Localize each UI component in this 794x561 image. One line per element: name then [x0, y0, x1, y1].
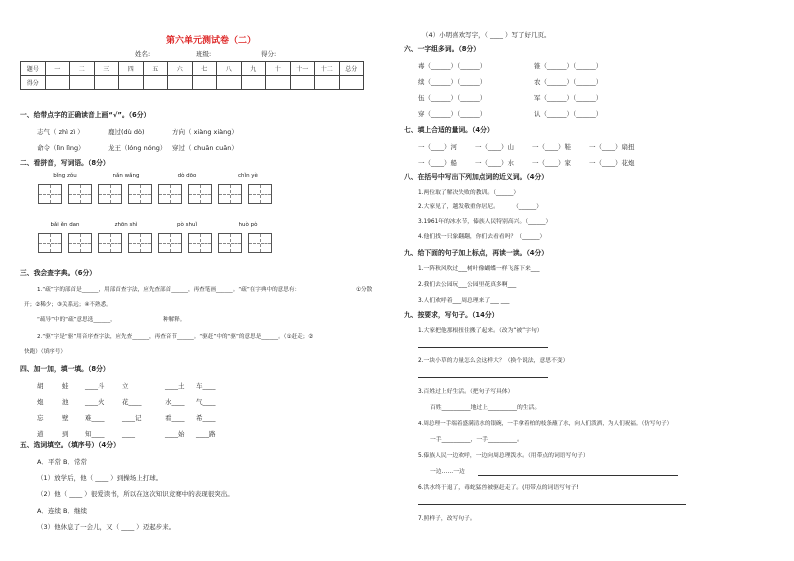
- s7-row1-3: 一（____）鞋: [532, 143, 571, 151]
- score-header-cell: 总分: [339, 62, 364, 76]
- s4-cell: 气____: [196, 398, 216, 406]
- s10-item-5-fill: 一边……一边: [430, 469, 465, 475]
- s2-pinyin-5: bǎi ěn dan: [50, 222, 80, 228]
- s7-row1-1: 一（____）河: [418, 143, 457, 151]
- s5-question-3: （3）他休息了一会儿，又（ ____ ）迈起步来。: [37, 523, 176, 531]
- s10-item-3: 3.百姓过上好生活。（把句子写具体）: [418, 389, 514, 395]
- score-cell[interactable]: [241, 76, 266, 90]
- s10-item-7: 7.照样子，改写句子。: [418, 516, 476, 522]
- s4-cell: 知____: [85, 430, 105, 438]
- s4-cell: 车____: [196, 382, 216, 390]
- answer-line[interactable]: [418, 504, 686, 505]
- s7-row1-4: 一（____）扇扭: [589, 143, 635, 151]
- score-cell[interactable]: [217, 76, 242, 90]
- s8-item-2: 2.大家见了，越发敬重你居尼。: [418, 204, 499, 210]
- s4-cell: 道: [37, 430, 44, 438]
- score-header-cell: 四: [119, 62, 144, 76]
- s6-heading: 六、一字组多词。（8分）: [404, 45, 481, 53]
- s4-cell: 忘: [37, 414, 44, 422]
- writing-box[interactable]: [248, 233, 272, 253]
- name-field-label: 姓名:: [135, 50, 151, 58]
- s4-cell: 到: [62, 430, 69, 438]
- score-row-label: 得分: [21, 76, 46, 90]
- s4-cell: 池: [62, 398, 69, 406]
- writing-box[interactable]: [128, 233, 152, 253]
- score-cell[interactable]: [315, 76, 340, 90]
- s6-left-2: 续（______）（______）: [418, 78, 487, 86]
- s10-item-1: 1.大家把他那根扭住搬了起来。（改为“被”字句）: [418, 328, 543, 334]
- score-header-cell: 五: [143, 62, 168, 76]
- s2-pinyin-4: chǐn yè: [238, 173, 258, 179]
- s6-left-3: 伍（______）（______）: [418, 94, 487, 102]
- s4-cell: 壁: [62, 414, 69, 422]
- s10-item-2: 2.一块小草的力量怎么会这样大？（换个说法，意思不变）: [418, 358, 569, 364]
- s2-pinyin-1: bǐng zǒu: [53, 173, 77, 179]
- writing-box[interactable]: [38, 184, 62, 204]
- writing-box[interactable]: [68, 184, 92, 204]
- s6-left-4: 穿（______）（______）: [418, 110, 487, 118]
- s3-para-1b: ①分散: [356, 287, 373, 293]
- s4-cell: 胡: [37, 382, 44, 390]
- s9-item-2: 2.我们去公园玩___公园里花真多啊___: [418, 282, 517, 288]
- s8-item-4: 4.他们找一只象翻翻，你们去看看吗？（______）: [418, 234, 546, 240]
- s4-cell: 炮: [37, 398, 44, 406]
- score-header-cell: 八: [217, 62, 242, 76]
- score-cell[interactable]: [143, 76, 168, 90]
- s2-heading: 二、看拼音，写词语。（8分）: [20, 159, 110, 167]
- s3-heading: 三、我会查字典。（6分）: [20, 269, 97, 277]
- s2-pinyin-3: dò dōo: [177, 173, 197, 179]
- s4-cell: ____斗: [85, 382, 105, 390]
- s10-item-3-fill: 百姓__________地过上__________的生活。: [430, 405, 541, 411]
- score-header-cell: 题号: [21, 62, 46, 76]
- writing-box[interactable]: [188, 233, 212, 253]
- score-cell[interactable]: [70, 76, 95, 90]
- s10-item-4: 4.周总理一手端着盛满清水的银碗，一手拿着柏的枝条蘸了水，向人们泼洒，为人们祝福。（仿写句子）: [418, 421, 673, 427]
- score-cell[interactable]: [119, 76, 144, 90]
- s6-right-3: 军（______）（______）: [534, 94, 603, 102]
- s8-item-2-answer: （______）: [513, 204, 542, 210]
- s3-para-3b: 种解释。: [163, 317, 186, 323]
- score-cell[interactable]: [192, 76, 217, 90]
- score-header-cell: 一: [45, 62, 70, 76]
- score-header-cell: 十二: [315, 62, 340, 76]
- s2-box-row-1: [38, 184, 278, 204]
- s4-heading: 四、加一加，填一填。（8分）: [20, 365, 110, 373]
- s4-cell: 难____: [85, 414, 105, 422]
- s3-para-2: 开；②稀少；③关系远；④不熟悉。: [24, 302, 112, 308]
- s5-options-1: A．平常 B．常常: [37, 458, 87, 466]
- s1-item-3: 方向（ xiàng xiàng）: [172, 128, 238, 136]
- class-field-label: 班级:: [196, 50, 212, 58]
- s6-left-1: 毒（______）（______）: [418, 62, 487, 70]
- s4-cell: 立: [122, 382, 129, 390]
- s5-heading: 五、选词填空。（填序号）（4分）: [20, 441, 120, 449]
- s4-cell: ____: [122, 430, 135, 438]
- s1-item-4: 命令（lìn lìng）: [37, 144, 85, 152]
- s7-row1-2: 一（____）山: [475, 143, 514, 151]
- writing-box[interactable]: [128, 184, 152, 204]
- s5-question-4: （4）小明喜欢写字，（ ____ ）写了好几页。: [422, 31, 551, 39]
- s4-cell: 水____: [165, 398, 185, 406]
- s3-para-1: 1.“疏”字的部首是______，用部首查字法，应先查部首______，再查笔画______。“疏”在字典中的意思有：: [37, 287, 301, 293]
- s1-item-1: 志气（ zhì zì ）: [37, 128, 84, 136]
- s4-cell: ____土: [165, 382, 185, 390]
- writing-box[interactable]: [158, 233, 182, 253]
- s7-row2-3: 一（____）家: [532, 159, 571, 167]
- s7-row2-4: 一（____）花炮: [589, 159, 635, 167]
- s9-item-1: 1.一阵秋风吹过___树叶像蝴蝶一样飞落下来___: [418, 266, 540, 272]
- score-table: [20, 61, 364, 90]
- s4-cell: 蛙: [62, 382, 69, 390]
- s4-cell: 花____: [122, 398, 142, 406]
- s2-pinyin-8: huò pò: [238, 222, 258, 228]
- s3-para-5: 快跑）（填序号）: [24, 349, 66, 355]
- score-field-label: 得分:: [261, 50, 277, 58]
- score-header-cell: 十一: [290, 62, 315, 76]
- s2-pinyin-2: nǎn wǎng: [112, 173, 140, 179]
- score-header-cell: 六: [168, 62, 193, 76]
- score-header-cell: 十: [266, 62, 291, 76]
- score-header-cell: 三: [94, 62, 119, 76]
- s10-heading: 九、按要求，写句子。（14分）: [404, 311, 499, 319]
- score-cell[interactable]: [94, 76, 119, 90]
- s4-cell: ____火: [85, 398, 105, 406]
- score-cell[interactable]: [168, 76, 193, 90]
- s4-cell: 希____: [196, 414, 216, 422]
- writing-box[interactable]: [248, 184, 272, 204]
- s1-item-5: 龙王（lóng nóng）: [108, 144, 167, 152]
- s4-cell: 看____: [165, 414, 185, 422]
- s2-box-row-2: [38, 233, 278, 253]
- writing-box[interactable]: [218, 233, 242, 253]
- s7-row2-1: 一（____）船: [418, 159, 457, 167]
- writing-box[interactable]: [38, 233, 62, 253]
- score-header-cell: 九: [241, 62, 266, 76]
- score-cell[interactable]: [45, 76, 70, 90]
- s6-right-4: 认（______）（______）: [534, 110, 603, 118]
- score-value-row: [21, 76, 364, 90]
- page-title: 第六单元测试卷（二）: [166, 36, 257, 46]
- s5-options-2: A．连续 B．继续: [37, 507, 87, 515]
- writing-box[interactable]: [218, 184, 242, 204]
- score-header-cell: 二: [70, 62, 95, 76]
- s8-heading: 八、在括号中写出下列加点词的近义词。（4分）: [404, 173, 549, 181]
- s6-right-2: 农（______）（______）: [534, 78, 603, 86]
- answer-line[interactable]: [418, 377, 548, 378]
- s7-row2-2: 一（____）水: [475, 159, 514, 167]
- s8-item-3: 3.1961年的冰水节，傣族人民特别高兴。（______）: [418, 219, 552, 225]
- s7-heading: 七、填上合适的量词。（4分）: [404, 126, 494, 134]
- s1-item-2: 鹿过(dù dò): [108, 128, 145, 136]
- writing-box[interactable]: [188, 184, 212, 204]
- writing-box[interactable]: [98, 184, 122, 204]
- s1-item-6: 穿过（ chuān cuān）: [172, 144, 238, 152]
- score-header-row: [21, 62, 364, 76]
- s3-para-4: 2.“驱”字是“驱”用音序查字法，应先查______，再查音节______。“驱赶”中的“驱”的意思是______。（①赶走；②: [37, 334, 314, 340]
- writing-box[interactable]: [98, 233, 122, 253]
- s10-item-5: 5.傣族人民一边欢呼，一边向周总理泼水。（用带点的词语写句子）: [418, 453, 589, 459]
- s3-para-3: “疏导”中的“疏”意思选______，: [37, 317, 116, 323]
- score-cell[interactable]: [339, 76, 364, 90]
- s2-pinyin-6: zhōn shì: [114, 222, 138, 228]
- s4-cell: ____路: [196, 430, 216, 438]
- s2-pinyin-7: pò shuǐ: [177, 222, 197, 228]
- s1-heading: 一、给带点字的正确读音上画“√”。（6分）: [20, 111, 151, 119]
- s5-question-1: （1）放学后，他（ ____ ）到操场上打球。: [37, 474, 163, 482]
- s9-heading: 九、给下面的句子加上标点，再读一读。（4分）: [404, 249, 549, 257]
- s9-item-3: 3.人们欢呼着___周总理来了___ ___: [418, 298, 510, 304]
- score-header-cell: 七: [192, 62, 217, 76]
- s4-cell: ____记: [122, 414, 142, 422]
- s6-right-1: 锥（______）（______）: [534, 62, 603, 70]
- s4-cell: ____始: [165, 430, 185, 438]
- answer-line[interactable]: [478, 475, 678, 476]
- answer-line[interactable]: [418, 347, 548, 348]
- writing-box[interactable]: [68, 233, 92, 253]
- s10-item-6: 6.洪水终于退了，毒蛇猛兽被驱赶走了。(用带点的词语写句子!: [418, 485, 579, 491]
- s8-item-1: 1.两位取了解决失败的教训。（______）: [418, 190, 520, 196]
- writing-box[interactable]: [158, 184, 182, 204]
- s5-question-2: （2）他（ ____ ）很爱读书，所以在这次知识竞赛中的表现很突出。: [37, 490, 234, 498]
- score-cell[interactable]: [266, 76, 291, 90]
- score-cell[interactable]: [290, 76, 315, 90]
- s10-item-4-fill: 一手__________，一手__________。: [430, 437, 523, 443]
